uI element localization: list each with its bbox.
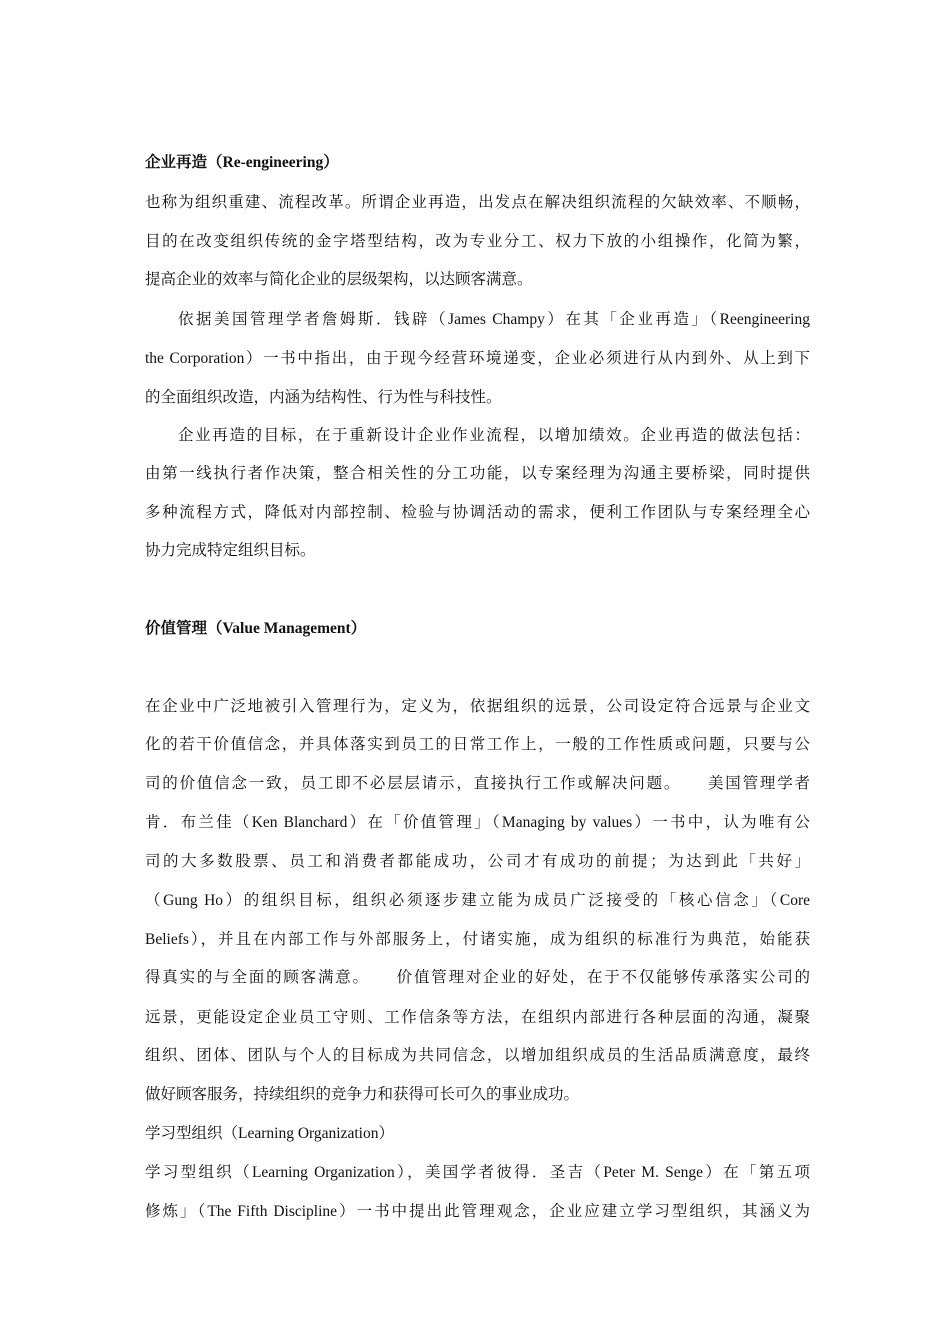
paragraph-line: 企业再造的目标，在于重新设计企业作业流程，以增加绩效。企业再造的做法包括：: [178, 427, 810, 444]
paragraph-line: 修炼」（The Fifth Discipline）一书中提出此管理观念，企业应建立学习型组织，其涵义为: [145, 1203, 810, 1220]
section-heading-learning-organization: 学习型组织（Learning Organization）: [145, 1125, 394, 1142]
paragraph-line: 依据美国管理学者詹姆斯．钱辟（James Champy）在其「企业再造」（Reengineering: [178, 311, 810, 328]
paragraph-line: 提高企业的效率与简化企业的层级架构，以达顾客满意。: [145, 271, 533, 288]
paragraph-line: 司的价值信念一致，员工即不必层层请示，直接执行工作或解决问题。 美国管理学者: [145, 775, 810, 792]
paragraph-line: the Corporation）一书中指出，由于现今经营环境递变，企业必须进行从内到外、从上到下: [145, 350, 810, 367]
paragraph-line: （Gung Ho）的组织目标，组织必须逐步建立能为成员广泛接受的「核心信念」（Core: [145, 892, 810, 909]
paragraph-line: 得真实的与全面的顾客满意。 价值管理对企业的好处，在于不仅能够传承落实公司的: [145, 969, 810, 986]
section-heading-value-management: 价值管理（Value Management）: [145, 620, 367, 637]
paragraph-line: 司的大多数股票、员工和消费者都能成功，公司才有成功的前提；为达到此「共好」: [145, 853, 810, 870]
paragraph-line: 协力完成特定组织目标。: [145, 542, 316, 559]
section-heading-reengineering: 企业再造（Re-engineering）: [145, 154, 339, 171]
paragraph-line: 目的在改变组织传统的金字塔型结构，改为专业分工、权力下放的小组操作，化简为繁，: [145, 233, 810, 250]
paragraph-line: 肯．布兰佳（Ken Blanchard）在「价值管理」（Managing by values）一书中，认为唯有公: [145, 814, 810, 831]
paragraph-line: 学习型组织（Learning Organization），美国学者彼得．圣吉（Peter M. Senge）在「第五项: [145, 1164, 810, 1181]
paragraph-line: 多种流程方式，降低对内部控制、检验与协调活动的需求，便利工作团队与专案经理全心: [145, 504, 810, 521]
paragraph-line: 由第一线执行者作决策，整合相关性的分工功能，以专案经理为沟通主要桥梁，同时提供: [145, 465, 810, 482]
paragraph-line: 化的若干价值信念，并具体落实到员工的日常工作上，一般的工作性质或问题，只要与公: [145, 736, 810, 753]
paragraph-line: 远景，更能设定企业员工守则、工作信条等方法，在组织内部进行各种层面的沟通，凝聚: [145, 1009, 810, 1026]
paragraph-line: 在企业中广泛地被引入管理行为，定义为，依据组织的远景，公司设定符合远景与企业文: [145, 698, 810, 715]
paragraph-line: 也称为组织重建、流程改革。所谓企业再造，出发点在解决组织流程的欠缺效率、不顺畅，: [145, 194, 810, 211]
paragraph-line: 组织、团体、团队与个人的目标成为共同信念，以增加组织成员的生活品质满意度，最终: [145, 1047, 810, 1064]
paragraph-line: 的全面组织改造，内涵为结构性、行为性与科技性。: [145, 389, 502, 406]
paragraph-line: 做好顾客服务，持续组织的竞争力和获得可长可久的事业成功。: [145, 1086, 580, 1103]
paragraph-line: Beliefs），并且在内部工作与外部服务上，付诸实施，成为组织的标准行为典范，始能获: [145, 931, 810, 948]
